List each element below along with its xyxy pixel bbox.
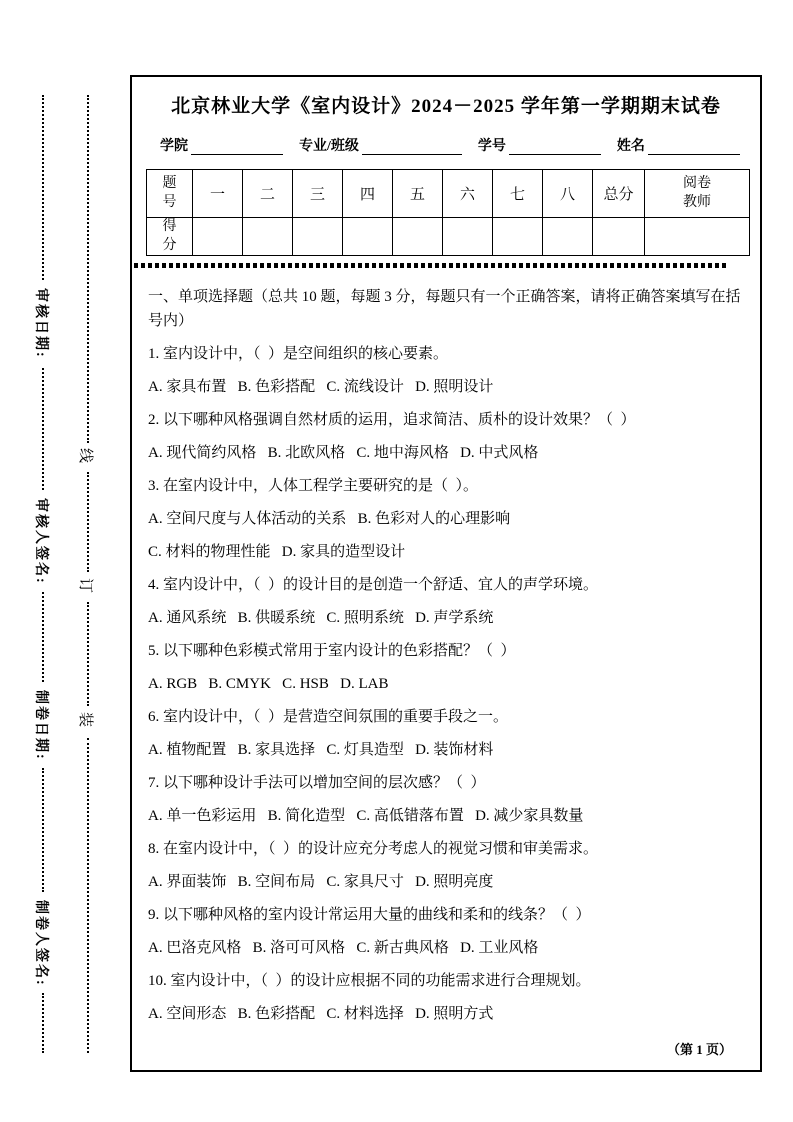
question-3 xyxy=(148,474,742,564)
score-col-5: 五 xyxy=(393,170,443,218)
info-field-major-class xyxy=(299,135,462,155)
info-field-label: 学院 xyxy=(160,139,188,154)
dotted-line xyxy=(87,472,89,572)
score-cell xyxy=(293,218,343,256)
question-options: A. 单一色彩运用 B. 简化造型 C. 高低错落布置 D. 减少家具数量 xyxy=(148,808,584,824)
score-col-6: 六 xyxy=(443,170,493,218)
question-4 xyxy=(148,573,742,630)
question-options: A. 通风系统 B. 供暖系统 C. 照明系统 D. 声学系统 xyxy=(148,610,494,626)
question-options: C. 材料的物理性能 D. 家具的造型设计 xyxy=(148,544,406,560)
score-col-total: 总分 xyxy=(593,170,645,218)
question-7 xyxy=(148,771,742,828)
question-1 xyxy=(148,342,742,399)
margin-label-reviewer-signature: 审核人签名: xyxy=(33,498,48,585)
score-col-4: 四 xyxy=(343,170,393,218)
score-cell xyxy=(493,218,543,256)
dotted-line xyxy=(87,602,89,706)
info-field-blank xyxy=(648,139,740,155)
margin-label-paper-date: 制卷日期: xyxy=(33,690,48,761)
question-9 xyxy=(148,903,742,960)
question-options: A. 空间形态 B. 色彩搭配 C. 材料选择 D. 照明方式 xyxy=(148,1006,494,1022)
score-cell xyxy=(193,218,243,256)
dotted-line xyxy=(87,95,89,443)
question-options: A. 植物配置 B. 家具选择 C. 灯具造型 D. 装饰材料 xyxy=(148,742,494,758)
dotted-line xyxy=(42,993,44,1053)
score-cell xyxy=(443,218,493,256)
info-field-label: 学号 xyxy=(477,139,506,154)
score-table xyxy=(146,169,750,256)
info-field-blank xyxy=(191,139,283,155)
info-field-college xyxy=(160,135,283,155)
margin-label-review-date: 审核日期: xyxy=(33,288,48,359)
question-text: 6. 室内设计中，（ ）是营造空间氛围的重要手段之一。 xyxy=(148,709,509,725)
binding-char-staple: 订 xyxy=(77,578,93,594)
score-col-2: 二 xyxy=(243,170,293,218)
question-options: A. 巴洛克风格 B. 洛可可风格 C. 新古典风格 D. 工业风格 xyxy=(148,940,539,956)
question-5 xyxy=(148,639,742,696)
question-8 xyxy=(148,837,742,894)
binding-char-line: 线 xyxy=(77,448,93,464)
question-text: 10. 室内设计中，（ ）的设计应根据不同的功能需求进行合理规划。 xyxy=(148,973,591,989)
info-field-label: 姓名 xyxy=(616,139,645,154)
question-text: 3. 在室内设计中，人体工程学主要研究的是（ ）。 xyxy=(148,478,479,494)
info-field-blank xyxy=(362,139,462,155)
score-cell xyxy=(343,218,393,256)
binding-char-bind: 装 xyxy=(77,712,93,728)
dotted-separator xyxy=(134,263,726,268)
score-cell xyxy=(645,218,750,256)
grader-label: 阅卷教师 xyxy=(683,176,711,210)
section-heading: 一、单项选择题（总共 10 题，每题 3 分，每题只有一个正确答案，请将正确答案填写在括号内） xyxy=(148,289,741,329)
info-field-name xyxy=(617,135,740,155)
student-info-row xyxy=(160,135,746,155)
score-col-3: 三 xyxy=(293,170,343,218)
score-cell xyxy=(243,218,293,256)
dotted-line xyxy=(42,768,44,892)
question-6 xyxy=(148,705,742,762)
info-field-blank xyxy=(509,139,601,155)
score-table-row-label: 题号 xyxy=(162,176,177,210)
exam-sheet xyxy=(130,75,762,1072)
info-field-student-id xyxy=(478,135,601,155)
score-col-8: 八 xyxy=(543,170,593,218)
score-cell xyxy=(593,218,645,256)
question-text: 4. 室内设计中，（ ）的设计目的是创造一个舒适、宜人的声学环境。 xyxy=(148,577,599,593)
page-footer: （第 1 页） xyxy=(666,1042,732,1057)
question-text: 5. 以下哪种色彩模式常用于室内设计的色彩搭配？（ ） xyxy=(148,643,516,659)
question-options: A. RGB B. CMYK C. HSB D. LAB xyxy=(148,676,389,692)
dotted-line xyxy=(42,95,44,280)
score-table-row-label: 得分 xyxy=(162,219,177,253)
question-10 xyxy=(148,969,742,1026)
questions-area xyxy=(148,285,742,1035)
question-options: A. 现代简约风格 B. 北欧风格 C. 地中海风格 D. 中式风格 xyxy=(148,445,539,461)
page-title: 北京林业大学《室内设计》2024－2025 学年第一学期期末试卷 xyxy=(171,96,721,117)
question-options: A. 家具布置 B. 色彩搭配 C. 流线设计 D. 照明设计 xyxy=(148,379,494,395)
question-text: 1. 室内设计中，（ ）是空间组织的核心要素。 xyxy=(148,346,449,362)
dotted-line xyxy=(42,592,44,682)
score-col-7: 七 xyxy=(493,170,543,218)
question-text: 9. 以下哪种风格的室内设计常运用大量的曲线和柔和的线条？（ ） xyxy=(148,907,591,923)
question-options: A. 空间尺度与人体活动的关系 B. 色彩对人的心理影响 xyxy=(148,511,511,527)
score-col-1: 一 xyxy=(193,170,243,218)
question-2 xyxy=(148,408,742,465)
question-text: 2. 以下哪种风格强调自然材质的运用，追求简洁、质朴的设计效果？（ ） xyxy=(148,412,636,428)
question-text: 7. 以下哪种设计手法可以增加空间的层次感？（ ） xyxy=(148,775,486,791)
margin-label-paper-maker-signature: 制卷人签名: xyxy=(33,900,48,987)
question-text: 8. 在室内设计中，（ ）的设计应充分考虑人的视觉习惯和审美需求。 xyxy=(148,841,599,857)
score-cell xyxy=(393,218,443,256)
score-cell xyxy=(543,218,593,256)
question-options: A. 界面装饰 B. 空间布局 C. 家具尺寸 D. 照明亮度 xyxy=(148,874,494,890)
dotted-line xyxy=(87,738,89,1053)
dotted-line xyxy=(42,368,44,490)
info-field-label: 专业/班级 xyxy=(299,139,359,154)
